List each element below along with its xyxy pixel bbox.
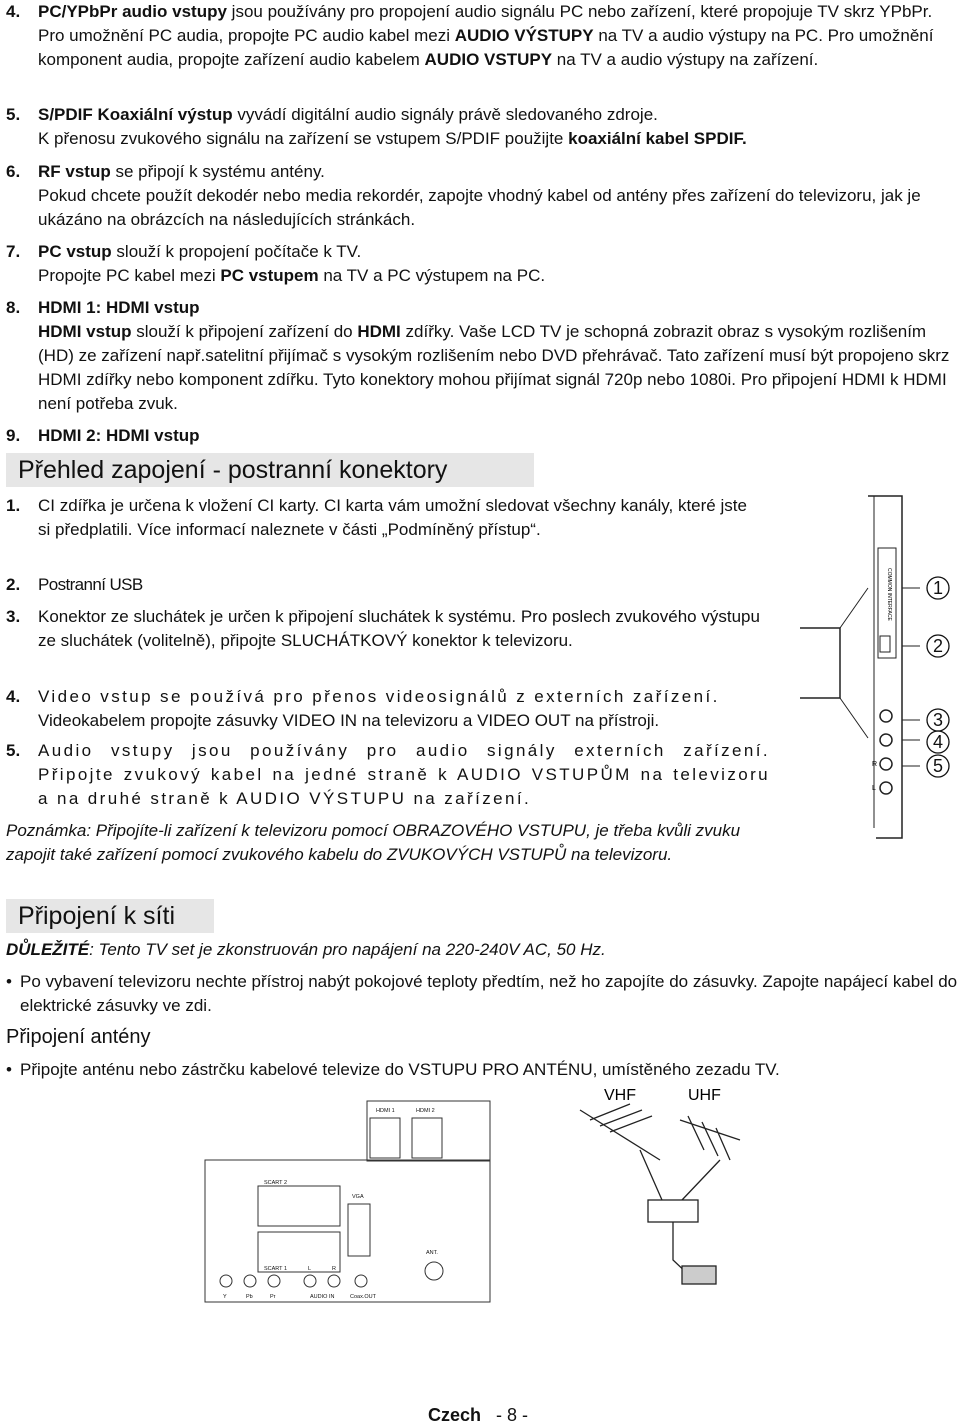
side-item-4-number: 4. <box>6 687 21 706</box>
label-pb: Pb <box>246 1294 253 1300</box>
item-7-number: 7. <box>6 242 21 261</box>
item-9-number: 9. <box>6 426 21 445</box>
note: Poznámka: Připojíte-li zařízení k televizoru pomocí OBRAZOVÉHO VSTUPU, je třeba kvůli zvuku zapojit také zařízení pomocí zvukového kabelu do ZVUKOVÝCH VSTUPŮ na televizoru. <box>6 821 741 864</box>
item-4-number: 4. <box>6 2 21 21</box>
item-9-heading: HDMI 2: HDMI vstup <box>38 426 200 445</box>
item-6-line2: Pokud chcete použít dekodér nebo media rekordér, zapojte vhodný kabel od antény přes zařízení do televizoru, jak je ukázáno na obrázcích na následujících stránkách. <box>38 186 921 229</box>
label-coax-out: Coax.OUT <box>350 1294 376 1300</box>
back-panel-diagram <box>204 1100 494 1305</box>
label-r: R <box>332 1266 336 1272</box>
section-heading-side-connectors: Přehled zapojení - postranní konektory <box>6 453 534 487</box>
important-notice: DŮLEŽITÉ: Tento TV set je zkonstruován pro napájení na 220-240V AC, 50 Hz. <box>6 940 606 959</box>
item-6-number: 6. <box>6 162 21 181</box>
side-item-1-number: 1. <box>6 496 21 515</box>
bullet-1-marker: • <box>6 972 12 991</box>
side-diagram-callouts <box>927 577 949 777</box>
label-ant: ANT. <box>426 1250 438 1256</box>
item-6-line1: RF vstup se připojí k systému antény. <box>38 162 325 181</box>
side-item-2-text: Postranní USB <box>38 575 143 594</box>
label-y: Y <box>223 1294 227 1300</box>
item-7-line2: Propojte PC kabel mezi PC vstupem na TV a PC výstupem na PC. <box>38 266 546 285</box>
bullet-2-marker: • <box>6 1060 12 1079</box>
callout-4: 4 <box>932 732 944 752</box>
label-hdmi1: HDMI 1 <box>376 1108 395 1114</box>
label-vhf: VHF <box>604 1087 636 1104</box>
item-8-number: 8. <box>6 298 21 317</box>
common-interface-label: COMMON INTERFACE <box>886 568 892 621</box>
item-8-heading: HDMI 1: HDMI vstup <box>38 298 200 317</box>
callout-5: 5 <box>932 756 944 776</box>
side-label-r: R <box>872 761 878 768</box>
page-number: - 8 - <box>496 1405 529 1425</box>
label-scart1: SCART 1 <box>264 1266 288 1272</box>
section-heading-power: Připojení k síti <box>6 899 214 933</box>
item-8-text: HDMI vstup slouží k připojení zařízení do HDMI zdířky. Vaše LCD TV je schopná zobrazit obraz s vysokým rozlišením (HD) ze zařízení např.satelitní přijímač s vysokým rozlišením nebo DVD přehrávač. Tato zařízení musí být propojeno skrz HDMI zdířky nebo komponent zdířku. Tyto konektory mohou přijímat signál 720p nebo 1080i. Pro připojení HDMI k HDMI není potřeba zvuk. <box>38 322 950 413</box>
label-hdmi2: HDMI 2 <box>416 1108 435 1114</box>
label-l: L <box>308 1266 312 1272</box>
callout-3: 3 <box>932 710 944 730</box>
label-audio-in: AUDIO IN <box>310 1294 335 1300</box>
label-uhf: UHF <box>688 1087 721 1104</box>
label-pr: Pr <box>270 1294 276 1300</box>
side-connector-diagram <box>780 488 960 848</box>
label-vga: VGA <box>352 1194 364 1200</box>
label-scart2: SCART 2 <box>264 1180 288 1186</box>
callout-1: 1 <box>932 578 944 598</box>
bullet-1-text: Po vybavení televizoru nechte přístroj nabýt pokojové teploty předtím, než ho zapojíte do zásuvky. Zapojte napájecí kabel do elektrické zásuvky ve zdi. <box>20 972 958 1015</box>
side-item-1-text: CI zdířka je určena k vložení CI karty. CI karta vám umožní sledovat všechny kanály, které jste si předplatili. Více informací naleznete v části „Podmíněný přístup“. <box>38 496 747 539</box>
side-label-l: L <box>872 785 876 792</box>
item-4-text: PC/YPbPr audio vstupy jsou používány pro propojení audio signálu PC nebo zařízení, které propojuje TV skrz YPbPr. Pro umožnění PC audia, propojte PC audio kabel mezi AUDIO VÝSTUPY na TV a audio výstupy na PC. Pro umožnění komponent audia, propojte zařízení audio kabelem AUDIO VSTUPY na TV a audio výstupy na zařízení. <box>38 2 934 69</box>
callout-2: 2 <box>932 636 944 656</box>
item-5-line2: K přenosu zvukového signálu na zařízení se vstupem S/PDIF použijte koaxiální kabel SPDIF. <box>38 129 747 148</box>
side-item-5-text: Audio vstupy jsou používány pro audio signály externích zařízení. Připojte zvukový kabel na jedné straně k AUDIO VSTUPŮM na televizoru a na druhé straně k AUDIO VÝSTUPU na zařízení. <box>38 741 770 808</box>
antenna-diagram <box>570 1080 780 1295</box>
side-item-4-line1: Video vstup se používá pro přenos videosignálů z externích zařízení. <box>38 687 720 706</box>
item-5-line1: S/PDIF Koaxiální výstup vyvádí digitální audio signály právě sledovaného zdroje. <box>38 105 658 124</box>
side-item-2-number: 2. <box>6 575 21 594</box>
side-item-5-number: 5. <box>6 741 21 760</box>
item-5-number: 5. <box>6 105 21 124</box>
item-7-line1: PC vstup slouží k propojení počítače k TV. <box>38 242 362 261</box>
side-item-3-text: Konektor ze sluchátek je určen k připojení sluchátek k systému. Pro poslech zvukového výstupu ze sluchátek (volitelně), připojte SLUCHÁTKOVÝ konektor k televizoru. <box>38 607 760 650</box>
bullet-2-text: Připojte anténu nebo zástrčku kabelové televize do VSTUPU PRO ANTÉNU, umístěného zezadu TV. <box>20 1060 780 1079</box>
footer-language: Czech <box>428 1405 482 1425</box>
side-item-4-line2: Videokabelem propojte zásuvky VIDEO IN na televizoru a VIDEO OUT na přístroji. <box>38 711 660 730</box>
antenna-heading: Připojení antény <box>6 1026 151 1048</box>
side-item-3-number: 3. <box>6 607 21 626</box>
